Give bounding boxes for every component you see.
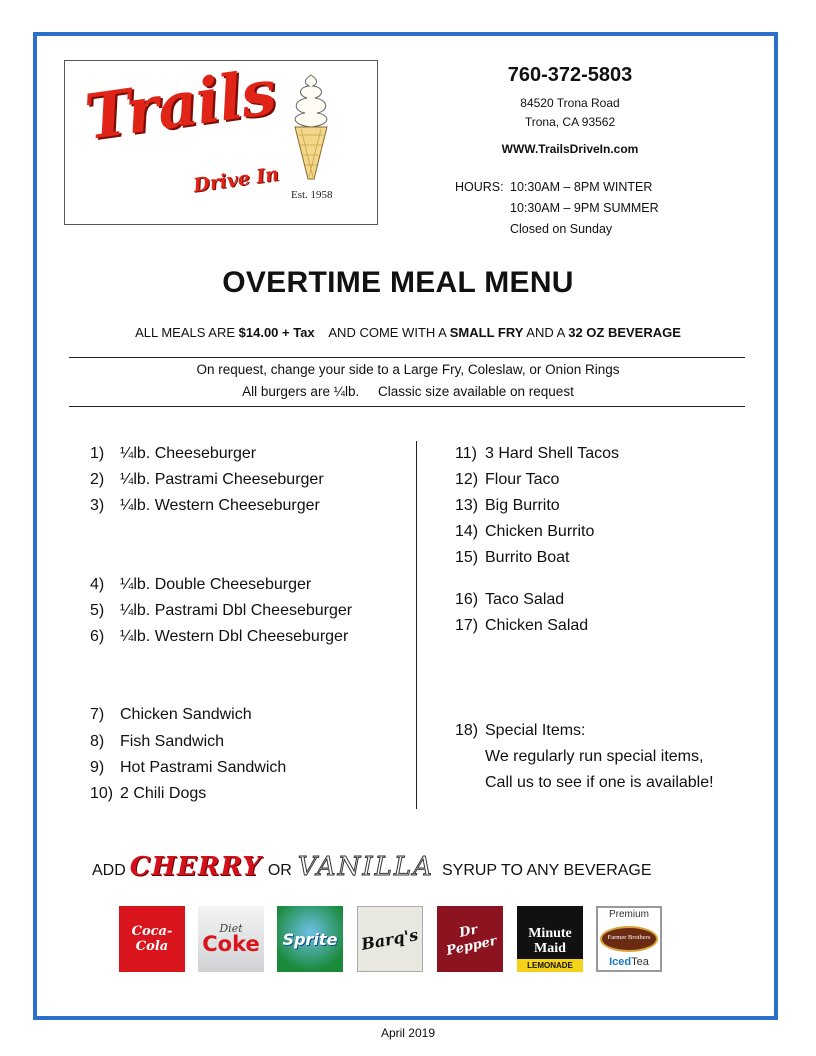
hours-summer: 10:30AM – 9PM SUMMER [510,201,659,215]
special-items-line-1: We regularly run special items, [485,748,704,765]
syrup-or: OR [267,862,292,879]
menu-item: 8) Fish Sandwich [90,733,225,750]
menu-item: 10) 2 Chili Dogs [90,785,207,802]
hours-winter: 10:30AM – 8PM WINTER [510,180,653,194]
vanilla-syrup-text: VANILLA [297,852,434,882]
cherry-syrup-text: CHERRY [129,852,262,882]
menu-item: 2) ¼lb. Pastrami Cheeseburger [90,471,324,488]
farmer-brothers-iced-tea-logo: Premium Farmer Brothers IcedTea [596,906,662,972]
hours-label: HOURS: [455,180,504,194]
all-meals-and: AND A [523,325,569,340]
sprite-logo: Sprite [277,906,343,972]
dr-pepper-logo: Dr Pepper [437,906,503,972]
established-text: Est. 1958 [291,189,333,201]
syrup-add: ADD [92,862,126,879]
ice-cream-cone-icon [289,73,333,183]
phone-number: 760-372-5803 [507,64,633,86]
menu-item: 6) ¼lb. Western Dbl Cheeseburger [90,628,349,645]
menu-item: 7) Chicken Sandwich [90,706,252,723]
syrup-line [92,852,652,882]
syrup-suffix: SYRUP TO ANY BEVERAGE [441,862,652,879]
minute-maid-lemonade-logo: Minute Maid LEMONADE [517,906,583,972]
special-items-heading: 18) Special Items: [455,722,586,739]
menu-item: 1) ¼lb. Cheeseburger [90,445,257,462]
menu-item: 15) Burrito Boat [455,549,570,566]
logo-trails-text: Trails [80,55,280,154]
meal-price: $14.00 + Tax [238,325,315,340]
address-line-2: Trona, CA 93562 [524,115,616,129]
footer-date: April 2019 [380,1026,436,1040]
menu-item: 13) Big Burrito [455,497,560,514]
menu-item: 5) ¼lb. Pastrami Dbl Cheeseburger [90,602,353,619]
small-fry-text: SMALL FRY [449,325,524,340]
website: WWW.TrailsDriveIn.com [501,142,639,156]
side-options-note: On request, change your side to a Large Fry, Coleslaw, or Onion Rings [196,362,620,377]
menu-item: 3) ¼lb. Western Cheeseburger [90,497,320,514]
burger-size-note: All burgers are ¼lb. Classic size available on request [242,384,574,399]
divider-top [69,357,745,358]
beverage-size-text: 32 OZ BEVERAGE [568,325,681,340]
diet-coke-logo: Diet Coke [198,906,264,972]
column-divider [416,441,417,809]
all-meals-middle: AND COME WITH A [314,325,450,340]
barqs-logo: Barq's [357,906,423,972]
menu-item: 12) Flour Taco [455,471,560,488]
divider-bottom [69,406,745,407]
menu-item: 17) Chicken Salad [455,617,589,634]
menu-item: 9) Hot Pastrami Sandwich [90,759,287,776]
special-items-line-2: Call us to see if one is available! [485,774,714,791]
menu-title: OVERTIME MEAL MENU [222,266,574,299]
logo [64,55,378,225]
menu-item: 16) Taco Salad [455,591,565,608]
all-meals-line [0,325,816,340]
menu-item: 11) 3 Hard Shell Tacos [455,445,619,462]
menu-item: 14) Chicken Burrito [455,523,595,540]
logo-drive-in-text: Drive In [191,163,281,197]
coca-cola-logo: Coca-Cola [119,906,185,972]
all-meals-prefix: ALL MEALS ARE [135,325,239,340]
address-line-1: 84520 Trona Road [520,96,620,110]
closed-notice: Closed on Sunday [510,222,613,236]
menu-item: 4) ¼lb. Double Cheeseburger [90,576,312,593]
